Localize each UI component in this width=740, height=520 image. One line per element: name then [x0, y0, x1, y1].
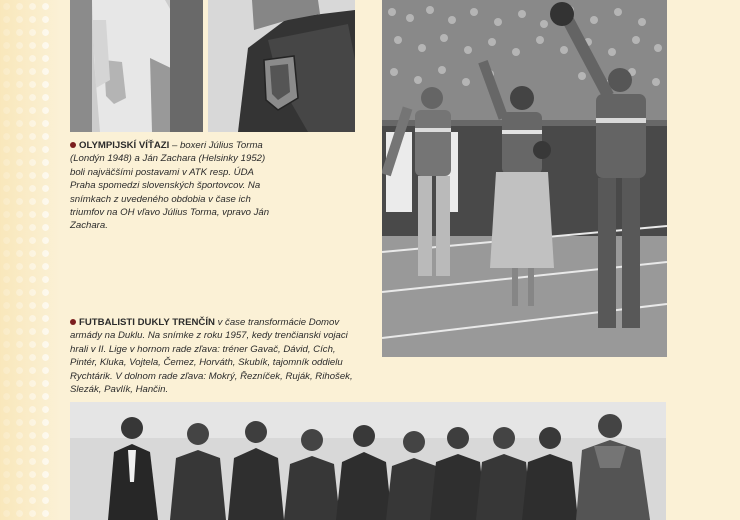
photo-athletes-parade	[382, 0, 667, 357]
caption-heading: OLYMPIJSKÍ VÍŤAZI	[79, 140, 170, 151]
bullet-icon	[70, 319, 76, 325]
bullet-icon	[70, 142, 76, 148]
margin-gradient	[0, 0, 60, 520]
photo-julius-torma	[70, 0, 203, 132]
caption-dukla-footballers	[70, 316, 356, 396]
photo-jan-zachara	[208, 0, 355, 132]
caption-text: – boxeri Július Torma (Londýn 1948) a Ján Zachara (Helsinky 1952) boli najväčšími postavami v ATK resp. ÚDA Praha spomedzi slovenských športovcov. Na snímkach z uvedeného obdobia v čase ich triumfov na OH vľavo Július Torma, vpravo Ján Zachara.	[70, 140, 270, 232]
caption-olympic-winners	[70, 139, 280, 233]
caption-heading: FUTBALISTI DUKLY TRENČÍN	[79, 317, 215, 328]
photo-dukla-team	[70, 402, 666, 520]
caption-text: v čase transformácie Domov armády na Duklu. Na snímke z roku 1957, kedy trenčianski vojaci hrali v II. Lige v hornom rade zľava: tréner Gavač, Dávid, Cích, Pintér, Kluka, Vojtela, Čemez, Horváth, Skubík, tajomník oddielu Rychtárik. V dolnom rade zľava: Mokrý, Řezníček, Ruják, Rihošek, Slezák, Pavlík, Hančin.	[70, 317, 353, 396]
